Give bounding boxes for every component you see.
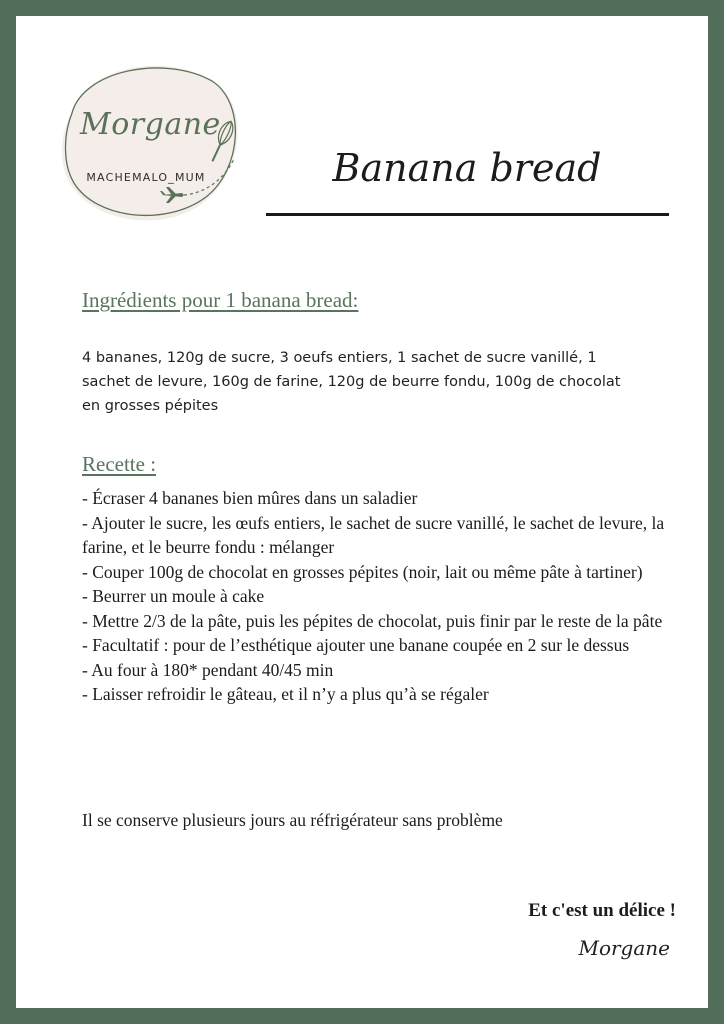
logo — [56, 51, 246, 226]
recipe-step: - Écraser 4 bananes bien mûres dans un saladier — [82, 488, 418, 508]
recipe-step: - Beurrer un moule à cake — [82, 586, 265, 606]
closing-line: Et c'est un délice ! — [528, 900, 676, 921]
logo-handle: MACHEMALO_MUM — [86, 171, 206, 184]
recipe-step: - Couper 100g de chocolat en grosses pépites (noir, lait ou même pâte à tartiner) — [82, 561, 643, 582]
logo-name: Morgane — [80, 107, 221, 142]
recipe-step: - Au four à 180* pendant 40/45 min — [82, 659, 334, 680]
recipe-step: - Ajouter le sucre, les œufs entiers, le sachet de sucre vanillé, le sachet de levure, la farine, et le beurre fondu : mélanger — [82, 512, 665, 557]
recipe-steps — [82, 486, 672, 707]
signature: Morgane — [578, 936, 670, 960]
recipe-step: - Facultatif : pour de l’esthétique ajouter une banane coupée en 2 sur le dessus — [82, 635, 630, 655]
ingredients-text: 4 bananes, 120g de sucre, 3 oeufs entiers, 1 sachet de sucre vanillé, 1 sachet de levure, 160g de farine, 120g de beurre fondu, 100g de chocolat en grosses pépites — [82, 350, 621, 414]
recipe-step: - Laisser refroidir le gâteau, et il n’y a plus qu’à se régaler — [82, 684, 489, 704]
recipe-heading: Recette : — [82, 452, 157, 476]
storage-note: Il se conserve plusieurs jours au réfrigérateur sans problème — [82, 810, 503, 830]
title-underline — [266, 213, 669, 216]
ingredients-heading: Ingrédients pour 1 banana bread: — [82, 288, 359, 312]
recipe-sheet — [16, 16, 708, 1008]
recipe-step: - Mettre 2/3 de la pâte, puis les pépites de chocolat, puis finir par le reste de la pâte — [82, 610, 663, 631]
recipe-title: Banana bread — [332, 146, 602, 190]
